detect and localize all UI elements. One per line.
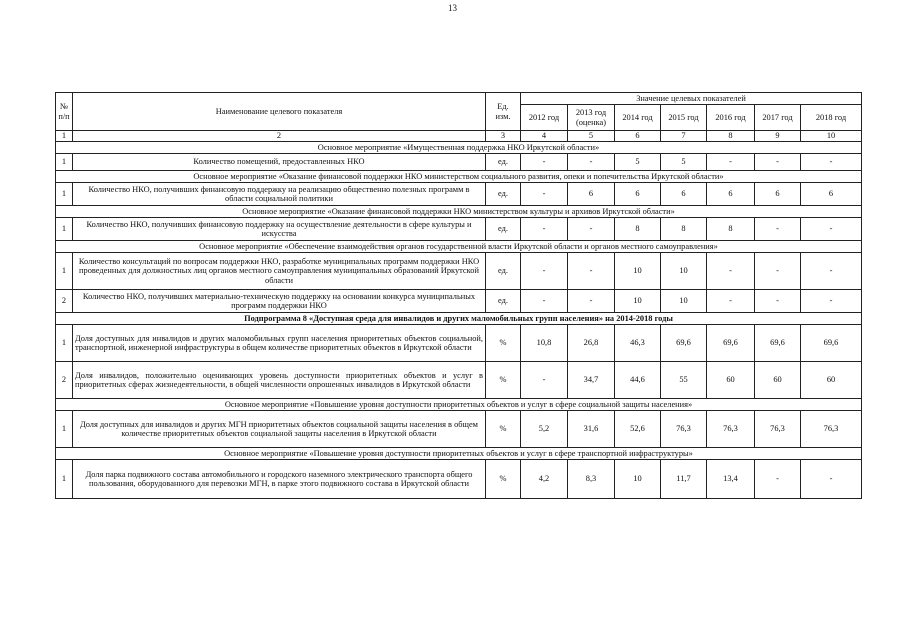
value-cell: 6 (707, 183, 755, 206)
column-number: 3 (486, 131, 521, 142)
table-row (56, 183, 862, 206)
column-number: 1 (56, 131, 73, 142)
value-cell: - (521, 362, 568, 399)
value-cell: - (568, 290, 615, 313)
value-cell: 6 (801, 183, 862, 206)
table-row (56, 154, 862, 171)
section-title: Основное мероприятие «Имущественная поддержка НКО Иркутской области» (56, 142, 862, 154)
indicator-name: Количество консультаций по вопросам поддержки НКО, разработке муниципальных программ поддержки НКО проведенных для должностных лиц органов местного самоуправления муниципальных образований Иркутской области (73, 253, 486, 290)
subprogram-title: Подпрограмма 8 «Доступная среда для инвалидов и других маломобильных групп населения» на 2014-2018 годы (56, 313, 862, 325)
value-cell: 11,7 (661, 460, 707, 499)
value-cell: 69,6 (661, 325, 707, 362)
value-cell: - (707, 290, 755, 313)
value-cell: 5,2 (521, 411, 568, 448)
value-cell: 5 (615, 154, 661, 171)
indicator-name: Доля доступных для инвалидов и других МГН приоритетных объектов социальной защиты населения в общем количестве приоритетных объектов социальной защиты населения в Иркутской области (73, 411, 486, 448)
unit-cell: ед. (486, 154, 521, 171)
value-cell: 46,3 (615, 325, 661, 362)
value-cell: 13,4 (707, 460, 755, 499)
header-unit: Ед. изм. (486, 93, 521, 131)
table-row (56, 218, 862, 241)
value-cell: 10 (615, 290, 661, 313)
header-year: 2012 год (521, 105, 568, 131)
value-cell: - (801, 154, 862, 171)
value-cell: 6 (755, 183, 801, 206)
value-cell: 31,6 (568, 411, 615, 448)
value-cell: 6 (615, 183, 661, 206)
row-number: 1 (56, 183, 73, 206)
unit-cell: ед. (486, 218, 521, 241)
section-title: Основное мероприятие «Повышение уровня доступности приоритетных объектов и услуг в сфере транспортной инфраструктуры» (56, 448, 862, 460)
indicator-name: Количество НКО, получивших финансовую поддержку на осуществление деятельности в сфере культуры и искусства (73, 218, 486, 241)
section-row (56, 241, 862, 253)
value-cell: - (801, 218, 862, 241)
indicator-name: Доля доступных для инвалидов и других маломобильных групп населения приоритетных объектов социальной, транспортной, инженерной инфраструктуры в общем количестве приоритетных объектов в Иркутской области (73, 325, 486, 362)
value-cell: 8 (707, 218, 755, 241)
section-row (56, 142, 862, 154)
section-row (56, 448, 862, 460)
row-number: 1 (56, 154, 73, 171)
value-cell: 60 (755, 362, 801, 399)
table-row (56, 325, 862, 362)
indicator-name: Доля инвалидов, положительно оценивающих уровень доступности приоритетных объектов и услуг в приоритетных сферах жизнедеятельности, в общей численности опрошенных инвалидов в Иркутской области (73, 362, 486, 399)
table-row (56, 460, 862, 499)
value-cell: - (707, 253, 755, 290)
value-cell: - (801, 253, 862, 290)
table-row (56, 253, 862, 290)
value-cell: 8 (615, 218, 661, 241)
value-cell: - (755, 218, 801, 241)
value-cell: - (521, 154, 568, 171)
section-row (56, 313, 862, 325)
indicator-name: Количество помещений, предоставленных НКО (73, 154, 486, 171)
unit-cell: ед. (486, 253, 521, 290)
value-cell: 60 (707, 362, 755, 399)
value-cell: 4,2 (521, 460, 568, 499)
value-cell: 69,6 (801, 325, 862, 362)
header-year: 2014 год (615, 105, 661, 131)
value-cell: 8,3 (568, 460, 615, 499)
row-number: 2 (56, 290, 73, 313)
value-cell: 52,6 (615, 411, 661, 448)
value-cell: 76,3 (661, 411, 707, 448)
section-row (56, 399, 862, 411)
table-row (56, 411, 862, 448)
table-row (56, 290, 862, 313)
indicator-name: Количество НКО, получивших финансовую поддержку на реализацию общественно полезных программ в области социальной политики (73, 183, 486, 206)
row-number: 1 (56, 460, 73, 499)
value-cell: 5 (661, 154, 707, 171)
header-year: 2016 год (707, 105, 755, 131)
value-cell: 10 (661, 253, 707, 290)
column-number: 10 (801, 131, 862, 142)
column-number: 7 (661, 131, 707, 142)
value-cell: 10 (615, 460, 661, 499)
value-cell: 76,3 (707, 411, 755, 448)
section-title: Основное мероприятие «Оказание финансовой поддержки НКО министерством социального развития, опеки и попечительства Иркутской области» (56, 171, 862, 183)
column-number: 8 (707, 131, 755, 142)
indicator-name: Количество НКО, получивших материально-техническую поддержку на основании конкурса муниципальных программ поддержки НКО (73, 290, 486, 313)
value-cell: - (568, 218, 615, 241)
header-name: Наименование целевого показателя (73, 93, 486, 131)
value-cell: 69,6 (707, 325, 755, 362)
value-cell: - (755, 290, 801, 313)
column-number: 9 (755, 131, 801, 142)
value-cell: 10 (661, 290, 707, 313)
value-cell: - (755, 253, 801, 290)
section-title: Основное мероприятие «Оказание финансовой поддержки НКО министерством культуры и архивов Иркутской области» (56, 206, 862, 218)
value-cell: 10 (615, 253, 661, 290)
row-number: 1 (56, 218, 73, 241)
value-cell: 55 (661, 362, 707, 399)
value-cell: - (568, 154, 615, 171)
value-cell: - (521, 253, 568, 290)
value-cell: - (521, 183, 568, 206)
value-cell: - (755, 154, 801, 171)
value-cell: 76,3 (801, 411, 862, 448)
value-cell: 6 (661, 183, 707, 206)
column-number: 6 (615, 131, 661, 142)
value-cell: - (707, 154, 755, 171)
row-number: 1 (56, 411, 73, 448)
unit-cell: % (486, 411, 521, 448)
unit-cell: % (486, 362, 521, 399)
unit-cell: ед. (486, 183, 521, 206)
column-number: 2 (73, 131, 486, 142)
header-year: 2017 год (755, 105, 801, 131)
value-cell: 34,7 (568, 362, 615, 399)
value-cell: - (801, 460, 862, 499)
column-number: 5 (568, 131, 615, 142)
column-number: 4 (521, 131, 568, 142)
value-cell: 10,8 (521, 325, 568, 362)
unit-cell: % (486, 325, 521, 362)
table-row (56, 362, 862, 399)
section-title: Основное мероприятие «Обеспечение взаимодействия органов государственной власти Иркутской области и органов местного самоуправления» (56, 241, 862, 253)
header-year: 2018 год (801, 105, 862, 131)
unit-cell: % (486, 460, 521, 499)
value-cell: 44,6 (615, 362, 661, 399)
header-year: 2015 год (661, 105, 707, 131)
value-cell: - (755, 460, 801, 499)
page-number: 13 (448, 3, 457, 13)
value-cell: 60 (801, 362, 862, 399)
value-cell: 69,6 (755, 325, 801, 362)
value-cell: - (521, 218, 568, 241)
section-row (56, 171, 862, 183)
value-cell: - (521, 290, 568, 313)
section-title: Основное мероприятие «Повышение уровня доступности приоритетных объектов и услуг в сфере социальной защиты населения» (56, 399, 862, 411)
value-cell: 8 (661, 218, 707, 241)
value-cell: - (801, 290, 862, 313)
value-cell: 76,3 (755, 411, 801, 448)
header-values-group: Значение целевых показателей (521, 93, 862, 105)
row-number: 1 (56, 325, 73, 362)
unit-cell: ед. (486, 290, 521, 313)
target-indicators-table (55, 92, 862, 499)
row-number: 1 (56, 253, 73, 290)
value-cell: 6 (568, 183, 615, 206)
section-row (56, 206, 862, 218)
value-cell: - (568, 253, 615, 290)
value-cell: 26,8 (568, 325, 615, 362)
header-year: 2013 год (оценка) (568, 105, 615, 131)
row-number: 2 (56, 362, 73, 399)
header-num: № п/п (56, 93, 73, 131)
indicator-name: Доля парка подвижного состава автомобильного и городского наземного электрического транспорта общего пользования, оборудованного для перевозки МГН, в парке этого подвижного состава в Иркутской области (73, 460, 486, 499)
